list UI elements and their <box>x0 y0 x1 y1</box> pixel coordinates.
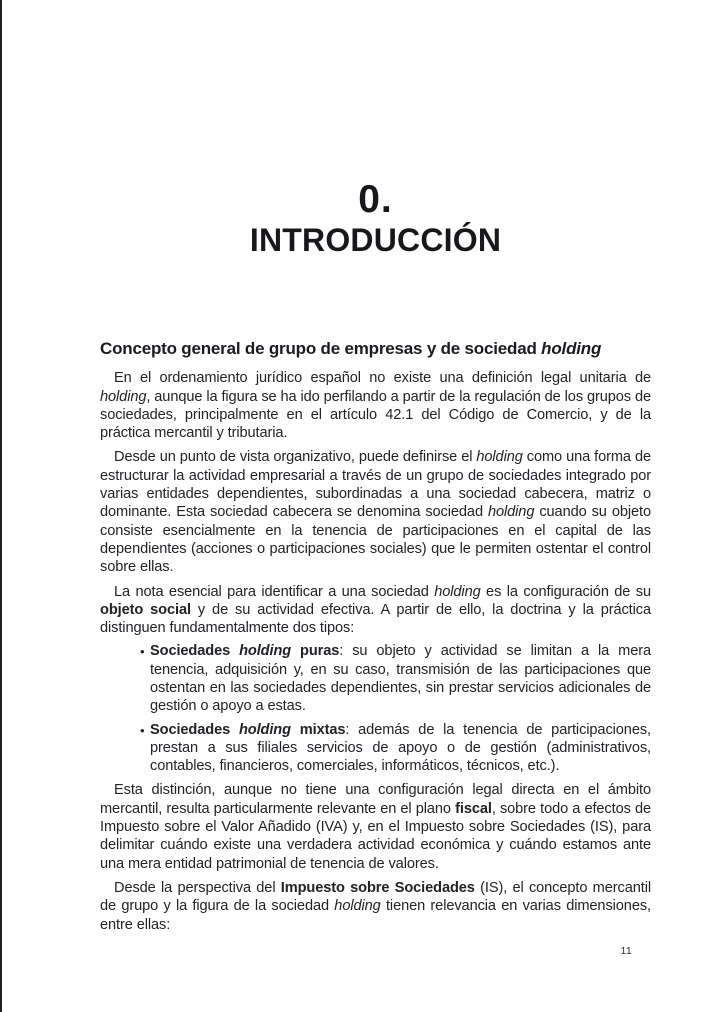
bullet-text: Sociedades holding puras: su objeto y actividad se limitan a la mera tenencia, adquisición y, en su caso, transmisión de las participaciones que ostentan en las sociedades dependientes, sin prestar servicios adicionales de gestión o apoyo a estas. <box>150 643 651 715</box>
bullet-marker: • <box>140 722 145 738</box>
bullet-item-puras <box>100 642 651 715</box>
page-left-edge-line <box>0 0 2 1012</box>
bullet-marker: • <box>140 644 145 660</box>
paragraph-5: Desde la perspectiva del Impuesto sobre Sociedades (IS), el concepto mercantil de grupo y la figura de la sociedad holding tienen relevancia en varias dimensiones, entre ellas: <box>100 879 651 933</box>
chapter-number: 0. <box>358 178 393 221</box>
paragraph-1: En el ordenamiento jurídico español no existe una definición legal unitaria de holding, aunque la figura se ha ido perfilando a partir de la regulación de los grupos de sociedades, principalmente en el artículo 42.1 del Código de Comercio, y de la práctica mercantil y tributaria. <box>100 370 651 442</box>
paragraph-3: La nota esencial para identificar a una sociedad holding es la configuración de su objeto social y de su actividad efectiva. A partir de ello, la doctrina y la práctica distinguen fundamentalmente dos tipos: <box>100 583 651 637</box>
bullet-item-mixtas <box>100 721 651 776</box>
chapter-title: INTRODUCCIÓN <box>249 222 502 258</box>
document-page <box>100 0 651 934</box>
chapter-header <box>100 0 651 256</box>
bullet-text: Sociedades holding mixtas: además de la tenencia de participaciones, prestan a sus filiales servicios de apoyo o de gestión (administrativos, contables, financieros, comerciales, informáticos, técnicos, etc.). <box>150 721 651 775</box>
section-heading: Concepto general de grupo de empresas y de sociedad holding <box>100 339 602 358</box>
paragraph-2: Desde un punto de vista organizativo, puede definirse el holding como una forma de estructurar la actividad empresarial a través de un grupo de sociedades integrado por varias entidades dependientes, subordinadas a una sociedad cabecera, matriz o dominante. Esta sociedad cabecera se denomina sociedad holding cuando su objeto consiste esencialmente en la tenencia de participaciones en el capital de las dependientes (acciones o participaciones sociales) que le permiten ostentar el control sobre ellas. <box>100 449 651 576</box>
bullet-list <box>100 642 651 775</box>
page-number: 11 <box>620 945 632 957</box>
paragraph-4: Esta distinción, aunque no tiene una configuración legal directa en el ámbito mercantil, resulta particularmente relevante en el plano fiscal, sobre todo a efectos de Impuesto sobre el Valor Añadido (IVA) y, en el Impuesto sobre Sociedades (IS), para delimitar cuándo existe una verdadera actividad económica y cuándo estamos ante una mera entidad patrimonial de tenencia de valores. <box>100 782 651 872</box>
